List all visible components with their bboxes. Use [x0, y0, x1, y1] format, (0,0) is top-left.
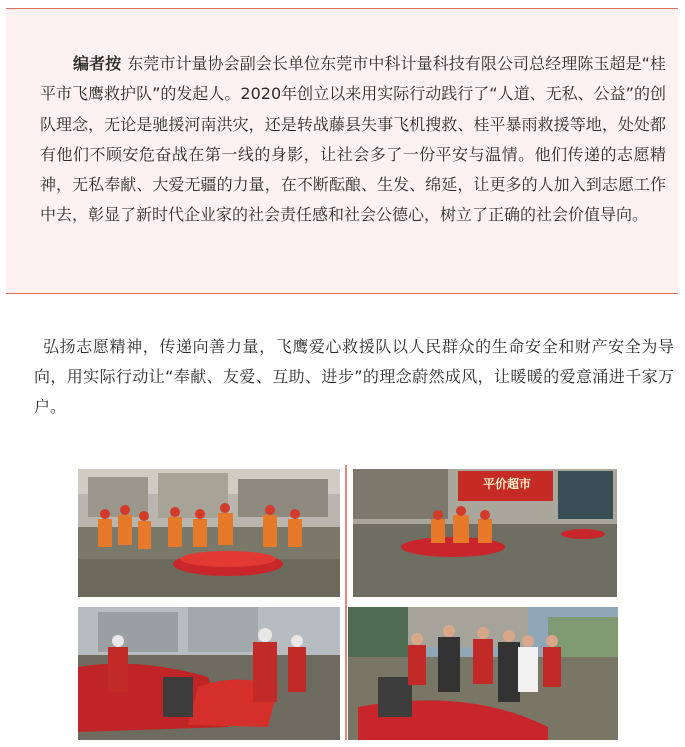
editor-note-box [6, 8, 678, 294]
supermarket-sign: 平价超市 [482, 477, 531, 491]
body-paragraph: 弘扬志愿精神，传递向善力量，飞鹰爱心救援队以人民群众的生命安全和财产安全为导向，用实际行动让“奉献、友爱、互助、进步”的理念蔚然成风，让暖暖的爱意涌进千家万户。 [34, 337, 674, 416]
editor-note-text [40, 49, 666, 231]
photo-divider [345, 465, 347, 740]
editor-note-body: 东莞市计量协会副会长单位东莞市中科计量科技有限公司总经理陈玉超是“桂平市飞鹰救护队”的发起人。2020年创立以来用实际行动践行了“人道、无私、公益”的创队理念，无论是驰援河南洪灾，还是转战藤县失事飞机搜救、桂平暴雨救援等地，处处都有他们不顾安危奋战在第一线的身影，让社会多了一份平安与温情。他们传递的志愿精神，无私奉献、大爱无疆的力量，在不断酝酿、生发、绵延，让更多的人加入到志愿工作中去，彰显了新时代企业家的社会责任感和社会公德心，树立了正确的社会价值导向。 [40, 54, 666, 225]
editor-note-lead: 编者按 [73, 54, 122, 73]
rescue-photo-3 [78, 607, 340, 740]
photo-grid [78, 465, 618, 740]
rescue-photo-2 [353, 469, 617, 597]
rescue-photo-4 [348, 607, 618, 740]
rescue-photo-1 [78, 469, 340, 597]
